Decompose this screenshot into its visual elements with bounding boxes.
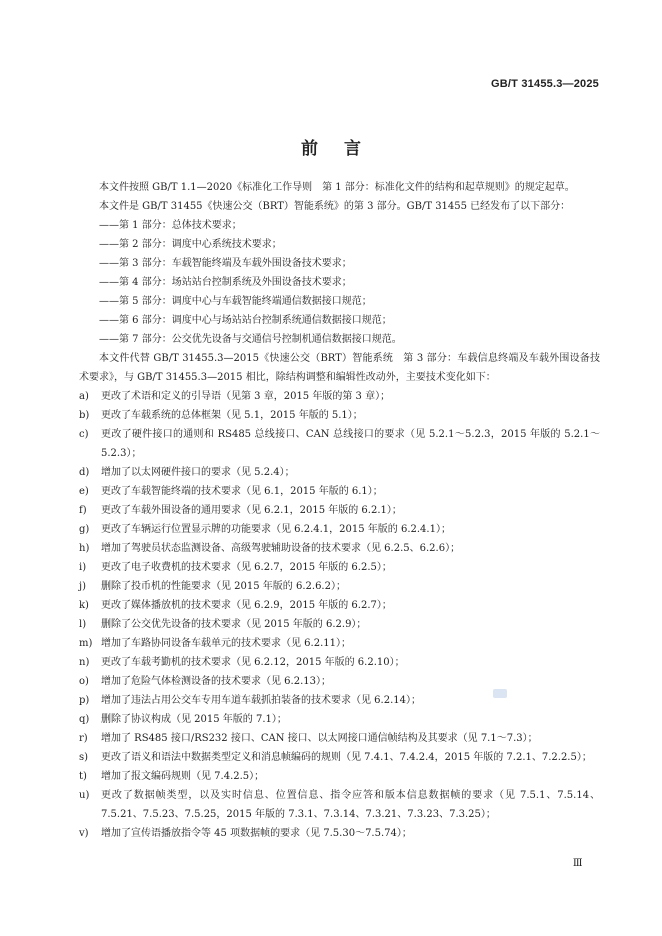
change-item [79,520,600,539]
change-item-text: 增加了以太网硬件接口的要求（见 5.2.4）； [101,467,295,478]
part-item: ——第 4 部分：场站站台控制系统及外围设备技术要求； [99,277,352,288]
change-item [79,577,600,596]
change-item-label: v) [79,828,89,839]
change-item-text: 更改了媒体播放机的技术要求（见 6.2.9，2015 年版的 6.2.7）； [101,600,392,611]
change-item-label: q) [79,714,90,725]
change-item-label: e) [79,486,89,497]
change-item-text: 增加了报文编码规则（见 7.4.2.5）； [101,771,265,782]
change-item-text: 增加了车路协同设备车载单元的技术要求（见 6.2.11）； [101,638,351,649]
change-item-text: 更改了术语和定义的引导语（见第 3 章，2015 年版的第 3 章）； [101,391,391,402]
change-item-label: u) [79,790,90,801]
change-item-text: 增加了违法占用公交车专用车道车载抓拍装备的技术要求（见 6.2.14）； [101,695,421,706]
part-item: ——第 6 部分：调度中心与场站站台控制系统通信数据接口规范； [99,315,392,326]
change-item [79,539,600,558]
intro-paragraph-replacement: 本文件代替 GB/T 31455.3—2015《快速公交（BRT）智能系统 第 3 部分：车载信息终端及车载外围设备技术要求》，与 GB/T 31455.3—2015 相比，除结构调整和编辑性改动外，主要技术变化如下： [79,353,600,383]
changes-list [79,387,600,843]
change-item-label: j) [79,581,87,592]
change-item [79,824,600,843]
change-item-text: 更改了车载系统的总体框架（见 5.1，2015 年版的 5.1）； [101,410,363,421]
change-item [79,710,600,729]
change-item-label: t) [79,771,87,782]
change-item-text: 更改了车辆运行位置显示牌的功能要求（见 6.2.4.1，2015 年版的 6.2.4.1）； [101,524,451,535]
change-item [79,729,600,748]
change-item-label: f) [79,505,87,516]
change-item-label: b) [79,410,90,421]
change-item [79,596,600,615]
change-item-label: r) [79,733,88,744]
change-item-label: m) [79,638,93,649]
change-item-label: h) [79,543,90,554]
change-item-text: 更改了数据帧类型，以及实时信息、位置信息、指令应答和版本信息数据帧的要求（见 7.5.1、7.5.14、7.5.21、7.5.23、7.5.25，2015 年版的 7.3.1、7.3.14、7.3.21、7.3.23、7.3.25）； [101,790,600,820]
watermark-stamp-icon [493,689,507,698]
change-item-text: 更改了车载智能终端的技术要求（见 6.1，2015 年版的 6.1）； [101,486,383,497]
change-item-text: 更改了电子收费机的技术要求（见 6.2.7，2015 年版的 6.2.5）； [101,562,392,573]
change-item [79,425,600,463]
parts-list [79,216,600,349]
change-item-label: a) [79,391,89,402]
standard-number-header: GB/T 31455.3—2025 [491,78,599,90]
change-item-label: o) [79,676,89,687]
change-item-text: 增加了驾驶员状态监测设备、高级驾驶辅助设备的技术要求（见 6.2.5、6.2.6）； [101,543,461,554]
change-item [79,615,600,634]
change-item-text: 删除了投币机的性能要求（见 2015 年版的 6.2.6.2）； [101,581,346,592]
change-item-label: g) [79,524,90,535]
change-item [79,558,600,577]
change-item [79,691,600,710]
change-item-label: d) [79,467,90,478]
change-item-text: 删除了协议构成（见 2015 年版的 7.1）； [101,714,287,725]
document-body [79,178,600,843]
change-item-label: c) [79,429,89,440]
change-item [79,463,600,482]
change-item-text: 更改了硬件接口的通则和 RS485 总线接口、CAN 总线接口的要求（见 5.2.1～5.2.3，2015 年版的 5.2.1～5.2.3）； [101,429,600,459]
change-item [79,748,600,767]
part-item: ——第 1 部分：总体技术要求； [99,220,242,231]
change-item [79,406,600,425]
change-item-text: 增加了危险气体检测设备的技术要求（见 6.2.13）； [101,676,331,687]
change-item [79,482,600,501]
change-item-label: s) [79,752,89,763]
change-item [79,672,600,691]
part-item: ——第 3 部分：车载智能终端及车载外围设备技术要求； [99,258,352,269]
change-item-text: 更改了车载考勤机的技术要求（见 6.2.12，2015 年版的 6.2.10）； [101,657,405,668]
change-item-text: 增加了 RS485 接口/RS232 接口、CAN 接口、以太网接口通信帧结构及其要求（见 7.1～7.3）； [101,733,538,744]
change-item-label: l) [79,619,87,630]
change-item-label: i) [79,562,87,573]
page-number: Ⅲ [572,858,582,869]
page-title: 前言 [301,139,387,159]
change-item-text: 增加了宣传语播放指令等 45 项数据帧的要求（见 7.5.30～7.5.74）； [101,828,412,839]
part-item: ——第 7 部分：公交优先设备与交通信号控制机通信数据接口规范。 [99,334,402,345]
change-item [79,387,600,406]
change-item [79,767,600,786]
part-item: ——第 5 部分：调度中心与车载智能终端通信数据接口规范； [99,296,372,307]
change-item-label: p) [79,695,90,706]
part-item: ——第 2 部分：调度中心系统技术要求； [99,239,282,250]
change-item-text: 删除了公交优先设备的技术要求（见 2015 年版的 6.2.9）； [101,619,367,630]
change-item [79,786,600,824]
change-item [79,653,600,672]
change-item-text: 更改了语义和语法中数据类型定义和消息帧编码的规则（见 7.4.1、7.4.2.4，2015 年版的 7.2.1、7.2.2.5）； [101,752,592,763]
intro-paragraph-parts: 本文件是 GB/T 31455《快速公交（BRT）智能系统》的第 3 部分。GB/T 31455 已经发布了以下部分： [99,201,571,212]
intro-paragraph-drafting: 本文件按照 GB/T 1.1—2020《标准化工作导则 第 1 部分：标准化文件的结构和起草规则》的规定起草。 [99,182,575,193]
change-item-text: 更改了车载外围设备的通用要求（见 6.2.1，2015 年版的 6.2.1）； [101,505,402,516]
change-item-label: k) [79,600,89,611]
change-item-label: n) [79,657,90,668]
change-item [79,634,600,653]
change-item [79,501,600,520]
